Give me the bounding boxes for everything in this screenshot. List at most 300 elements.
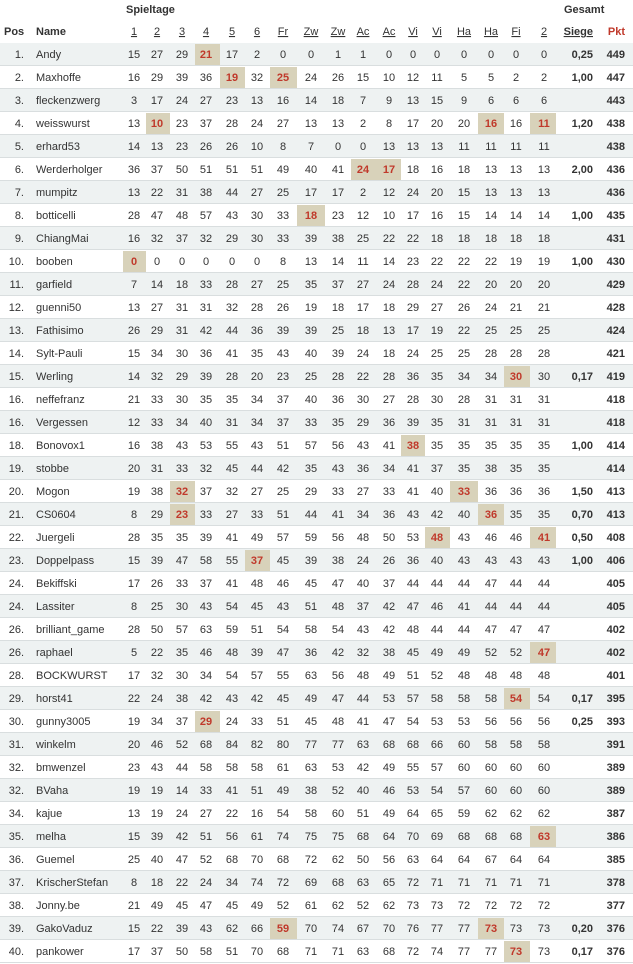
score-cell: 49: [304, 693, 318, 705]
score-cell: 51: [250, 785, 264, 797]
score-cell: 23: [225, 95, 239, 107]
score-cell: 37: [175, 716, 189, 728]
score-cell: 44: [356, 693, 370, 705]
score-cell: 18: [537, 233, 551, 245]
matchday-header-6: 6: [253, 26, 261, 38]
matchday-header-8: Zw: [303, 26, 319, 38]
score-cell: 18: [331, 302, 345, 314]
position-cell: 1.: [14, 49, 24, 61]
score-cell: 38: [484, 463, 498, 475]
score-cell: 34: [250, 417, 264, 429]
score-cell: 42: [199, 693, 213, 705]
score-cell: 36: [250, 325, 264, 337]
pkt-value: 402: [606, 647, 625, 659]
score-cell: 10: [382, 72, 396, 84]
score-cell: 63: [406, 854, 420, 866]
score-cell: 21: [127, 900, 141, 912]
score-cell: 69: [430, 831, 444, 843]
score-cell: 16: [509, 118, 523, 130]
score-cell: 43: [225, 210, 239, 222]
score-cell: 38: [331, 233, 345, 245]
score-cell: 5: [460, 72, 468, 84]
score-cell: 45: [276, 555, 290, 567]
score-cell: 74: [276, 831, 290, 843]
score-cell: 57: [304, 440, 318, 452]
score-cell: 65: [382, 877, 396, 889]
position-cell: 34.: [8, 808, 24, 820]
score-cell: 20: [250, 371, 264, 383]
score-cell: 45: [225, 900, 239, 912]
score-cell: 37: [276, 417, 290, 429]
score-cell: 42: [356, 762, 370, 774]
score-cell: 11: [458, 141, 470, 153]
position-cell: 20.: [8, 486, 24, 498]
score-cell: 0: [409, 49, 417, 61]
score-cell: 13: [406, 141, 420, 153]
score-cell: 34: [250, 394, 264, 406]
score-cell: 51: [225, 164, 239, 176]
score-cell: 43: [457, 532, 471, 544]
score-cell: 24: [406, 348, 420, 360]
score-cell: 38: [304, 785, 318, 797]
score-cell: 57: [457, 785, 471, 797]
score-cell: 44: [250, 463, 264, 475]
score-cell: 36: [382, 417, 396, 429]
score-cell: 33: [150, 417, 164, 429]
score-cell: 8: [279, 141, 287, 153]
score-cell: 19: [509, 256, 523, 268]
position-cell: 30.: [8, 716, 24, 728]
score-cell: 72: [484, 900, 498, 912]
score-cell: 36: [537, 486, 551, 498]
score-cell: 14: [127, 141, 141, 153]
score-cell: 60: [484, 762, 498, 774]
score-cell: 28: [537, 348, 551, 360]
score-cell: 1: [359, 49, 367, 61]
score-cell: 62: [225, 923, 239, 935]
position-cell: 14.: [8, 348, 24, 360]
position-cell: 16.: [8, 394, 24, 406]
score-cell: 54: [406, 716, 420, 728]
score-cell: 74: [250, 877, 264, 889]
score-cell: 25: [430, 348, 444, 360]
score-cell: 44: [430, 624, 444, 636]
score-cell: 42: [382, 624, 396, 636]
siege-value: 1,00: [571, 555, 593, 567]
score-cell-highlighted: 19: [225, 72, 239, 84]
position-cell: 37.: [8, 877, 24, 889]
score-cell: 41: [406, 463, 420, 475]
score-cell: 29: [356, 417, 370, 429]
score-cell: 58: [199, 555, 213, 567]
score-cell: 22: [406, 233, 420, 245]
score-cell: 17: [406, 325, 420, 337]
score-cell: 37: [199, 118, 213, 130]
matchday-header-5: 5: [228, 26, 236, 38]
score-cell: 25: [276, 486, 290, 498]
score-cell: 23: [175, 118, 189, 130]
score-cell: 73: [406, 900, 420, 912]
score-cell: 53: [430, 716, 444, 728]
score-cell: 31: [509, 394, 523, 406]
pkt-value: 395: [606, 693, 625, 705]
score-cell: 51: [199, 164, 213, 176]
matchday-header-9: Zw: [330, 26, 346, 38]
score-cell: 63: [199, 624, 213, 636]
player-name: Jonny.be: [36, 900, 80, 912]
score-cell: 30: [430, 394, 444, 406]
score-cell: 20: [127, 739, 141, 751]
score-cell-highlighted: 73: [509, 946, 523, 958]
score-cell: 15: [356, 72, 370, 84]
score-cell: 37: [382, 578, 396, 590]
score-cell: 43: [276, 348, 290, 360]
score-cell: 24: [484, 302, 498, 314]
score-cell: 33: [199, 509, 213, 521]
score-cell: 22: [150, 187, 164, 199]
score-cell: 44: [225, 325, 239, 337]
score-cell: 55: [276, 670, 290, 682]
score-cell: 57: [175, 624, 189, 636]
score-cell: 32: [199, 233, 213, 245]
score-cell: 64: [537, 854, 551, 866]
score-cell: 70: [250, 946, 264, 958]
score-cell: 51: [356, 808, 370, 820]
siege-value: 0,20: [571, 923, 593, 935]
score-cell: 48: [484, 670, 498, 682]
score-cell: 10: [382, 210, 396, 222]
score-cell: 46: [150, 739, 164, 751]
score-cell: 71: [484, 877, 498, 889]
score-cell: 18: [356, 325, 370, 337]
score-cell: 63: [356, 877, 370, 889]
score-cell: 8: [130, 509, 138, 521]
score-cell: 13: [537, 164, 551, 176]
score-cell: 19: [304, 302, 318, 314]
player-name: kajue: [36, 808, 63, 820]
score-cell: 43: [537, 555, 551, 567]
score-cell: 77: [304, 739, 318, 751]
score-cell: 29: [175, 371, 189, 383]
score-cell-highlighted: 17: [382, 164, 396, 176]
pkt-value: 421: [606, 348, 625, 360]
score-cell-highlighted: 37: [250, 555, 264, 567]
position-cell: 29.: [8, 693, 24, 705]
score-cell: 60: [509, 762, 523, 774]
score-cell: 60: [537, 785, 551, 797]
siege-value: 0,25: [571, 716, 593, 728]
score-cell: 15: [127, 348, 141, 360]
score-cell: 35: [331, 417, 345, 429]
score-cell: 22: [457, 256, 471, 268]
score-cell: 63: [304, 762, 318, 774]
score-cell: 40: [356, 578, 370, 590]
position-cell: 12.: [8, 302, 24, 314]
score-cell: 6: [512, 95, 520, 107]
score-cell: 43: [199, 601, 213, 613]
score-cell: 14: [484, 210, 498, 222]
pkt-value: 389: [606, 785, 625, 797]
position-cell: 4.: [14, 118, 24, 130]
score-cell: 32: [199, 463, 213, 475]
score-cell: 37: [150, 946, 164, 958]
score-cell: 17: [127, 578, 141, 590]
score-cell: 28: [457, 394, 471, 406]
score-cell: 24: [382, 279, 396, 291]
score-cell: 47: [484, 624, 498, 636]
score-cell: 0: [307, 49, 315, 61]
score-cell: 41: [331, 164, 345, 176]
score-cell: 82: [250, 739, 264, 751]
score-cell-highlighted: 36: [484, 509, 498, 521]
player-name: guenni50: [36, 302, 82, 314]
pkt-value: 401: [606, 670, 625, 682]
score-cell: 19: [127, 486, 141, 498]
score-cell: 39: [304, 555, 318, 567]
score-cell: 34: [484, 371, 498, 383]
score-cell-highlighted: 32: [175, 486, 189, 498]
score-cell: 58: [537, 739, 551, 751]
score-cell: 28: [225, 279, 239, 291]
matchday-header-11: Ac: [382, 26, 396, 38]
position-cell: 31.: [8, 739, 24, 751]
player-name: pankower: [36, 946, 84, 958]
score-cell: 58: [457, 693, 471, 705]
score-cell: 42: [430, 509, 444, 521]
score-cell: 25: [484, 325, 498, 337]
score-cell: 60: [484, 785, 498, 797]
score-cell: 20: [430, 187, 444, 199]
score-cell: 35: [225, 394, 239, 406]
score-cell: 13: [509, 164, 523, 176]
score-cell: 0: [228, 256, 236, 268]
score-cell: 50: [150, 624, 164, 636]
score-cell: 27: [250, 187, 264, 199]
score-cell: 68: [509, 831, 523, 843]
player-name: Guemel: [36, 854, 75, 866]
score-cell: 19: [150, 785, 164, 797]
score-cell: 75: [304, 831, 318, 843]
score-cell: 34: [356, 509, 370, 521]
score-cell: 26: [276, 302, 290, 314]
score-cell: 51: [304, 601, 318, 613]
score-cell: 25: [304, 371, 318, 383]
score-cell: 68: [382, 946, 396, 958]
score-cell: 34: [382, 463, 396, 475]
score-cell: 29: [225, 233, 239, 245]
score-cell: 70: [406, 831, 420, 843]
score-cell: 68: [276, 946, 290, 958]
score-cell: 13: [406, 95, 420, 107]
score-cell: 35: [457, 463, 471, 475]
player-name: Mogon: [36, 486, 70, 498]
score-cell: 51: [225, 946, 239, 958]
score-cell: 29: [175, 49, 189, 61]
matchday-header-13: Vi: [432, 26, 442, 38]
score-cell: 49: [276, 785, 290, 797]
score-cell: 22: [150, 647, 164, 659]
score-cell: 49: [457, 647, 471, 659]
score-cell: 60: [331, 808, 345, 820]
score-cell: 59: [457, 808, 471, 820]
pkt-value: 405: [606, 578, 625, 590]
score-cell: 30: [537, 371, 551, 383]
matchday-header-7: Fr: [277, 26, 289, 38]
score-cell: 58: [509, 739, 523, 751]
pkt-value: 424: [606, 325, 625, 337]
score-cell: 60: [457, 762, 471, 774]
score-cell: 24: [406, 187, 420, 199]
score-cell: 68: [225, 854, 239, 866]
score-cell: 19: [150, 808, 164, 820]
score-cell: 45: [250, 601, 264, 613]
score-cell: 24: [430, 279, 444, 291]
player-name: Bonovox1: [36, 440, 85, 452]
score-cell: 28: [225, 118, 239, 130]
score-cell: 58: [199, 946, 213, 958]
score-cell: 48: [509, 670, 523, 682]
siege-value: 1,00: [571, 256, 593, 268]
score-cell: 14: [537, 210, 551, 222]
player-name: raphael: [36, 647, 73, 659]
score-cell: 63: [356, 946, 370, 958]
score-cell: 25: [356, 233, 370, 245]
score-cell: 38: [199, 187, 213, 199]
score-cell: 54: [276, 624, 290, 636]
score-cell: 43: [484, 555, 498, 567]
score-cell: 17: [304, 187, 318, 199]
score-cell: 47: [175, 854, 189, 866]
score-cell: 17: [331, 187, 345, 199]
score-cell: 31: [175, 302, 189, 314]
score-cell: 57: [199, 210, 213, 222]
score-cell: 28: [331, 371, 345, 383]
score-cell: 28: [382, 371, 396, 383]
score-cell: 14: [509, 210, 523, 222]
score-cell: 27: [430, 302, 444, 314]
score-cell: 44: [225, 187, 239, 199]
player-name: neffefranz: [36, 394, 85, 406]
score-cell: 46: [276, 578, 290, 590]
siege-value: 0,17: [571, 693, 593, 705]
score-cell: 19: [127, 785, 141, 797]
score-cell: 49: [382, 670, 396, 682]
score-cell: 13: [382, 141, 396, 153]
score-cell: 84: [225, 739, 239, 751]
score-cell: 0: [153, 256, 161, 268]
score-cell: 62: [484, 808, 498, 820]
score-cell: 49: [250, 900, 264, 912]
score-cell: 18: [457, 164, 471, 176]
score-cell: 30: [175, 601, 189, 613]
score-cell: 48: [457, 670, 471, 682]
matchday-header-16: Fi: [511, 26, 521, 38]
score-cell: 21: [127, 394, 141, 406]
score-cell: 17: [150, 95, 164, 107]
score-cell: 52: [175, 739, 189, 751]
score-cell: 45: [406, 647, 420, 659]
score-cell: 71: [331, 946, 345, 958]
score-cell: 14: [382, 256, 396, 268]
score-cell: 62: [509, 808, 523, 820]
position-cell: 13.: [8, 325, 24, 337]
score-cell: 15: [457, 210, 471, 222]
score-cell: 69: [304, 877, 318, 889]
pkt-value: 443: [606, 95, 625, 107]
score-cell: 13: [331, 118, 345, 130]
pkt-value: 393: [606, 716, 625, 728]
score-cell: 72: [406, 877, 420, 889]
position-cell: 19.: [8, 463, 24, 475]
score-cell: 20: [127, 463, 141, 475]
score-cell: 47: [509, 624, 523, 636]
score-cell: 0: [487, 49, 495, 61]
siege-header: Siege: [563, 26, 593, 38]
score-cell-highlighted: 25: [276, 72, 290, 84]
score-cell: 37: [175, 233, 189, 245]
score-cell: 31: [175, 325, 189, 337]
score-cell: 75: [331, 831, 345, 843]
score-cell: 46: [382, 785, 396, 797]
pkt-value: 402: [606, 624, 625, 636]
score-cell: 36: [199, 348, 213, 360]
pkt-value: 428: [606, 302, 625, 314]
player-name: Fathisimo: [36, 325, 84, 337]
score-cell: 31: [537, 394, 551, 406]
position-cell: 8.: [14, 210, 24, 222]
score-cell: 14: [175, 785, 189, 797]
score-cell: 55: [406, 762, 420, 774]
score-cell-highlighted: 41: [537, 532, 551, 544]
score-cell: 41: [457, 601, 471, 613]
score-cell: 32: [150, 670, 164, 682]
score-cell: 16: [127, 440, 141, 452]
position-cell: 5.: [14, 141, 24, 153]
score-cell: 77: [457, 923, 471, 935]
score-cell: 56: [484, 716, 498, 728]
score-cell: 39: [175, 72, 189, 84]
gesamt-header: Gesamt: [564, 4, 605, 16]
position-cell: 2.: [14, 72, 24, 84]
score-cell: 29: [304, 486, 318, 498]
score-cell: 43: [356, 624, 370, 636]
score-cell: 11: [431, 72, 443, 84]
score-cell: 34: [175, 417, 189, 429]
siege-value: 1,00: [571, 72, 593, 84]
score-cell-highlighted: 16: [484, 118, 498, 130]
score-cell: 3: [130, 95, 138, 107]
score-cell: 53: [382, 693, 396, 705]
score-cell: 52: [430, 670, 444, 682]
score-cell: 53: [457, 716, 471, 728]
siege-value: 1,00: [571, 210, 593, 222]
player-name: melha: [36, 831, 66, 843]
position-cell: 22.: [8, 532, 24, 544]
score-cell: 39: [406, 417, 420, 429]
score-cell: 52: [331, 785, 345, 797]
score-cell: 31: [484, 394, 498, 406]
score-cell: 72: [537, 900, 551, 912]
score-cell: 35: [304, 279, 318, 291]
score-cell: 22: [127, 693, 141, 705]
score-cell: 44: [457, 578, 471, 590]
score-cell: 44: [406, 578, 420, 590]
pkt-value: 406: [606, 555, 625, 567]
score-cell: 32: [250, 72, 264, 84]
score-cell: 39: [276, 325, 290, 337]
score-cell: 46: [430, 601, 444, 613]
score-cell-highlighted: 63: [537, 831, 551, 843]
